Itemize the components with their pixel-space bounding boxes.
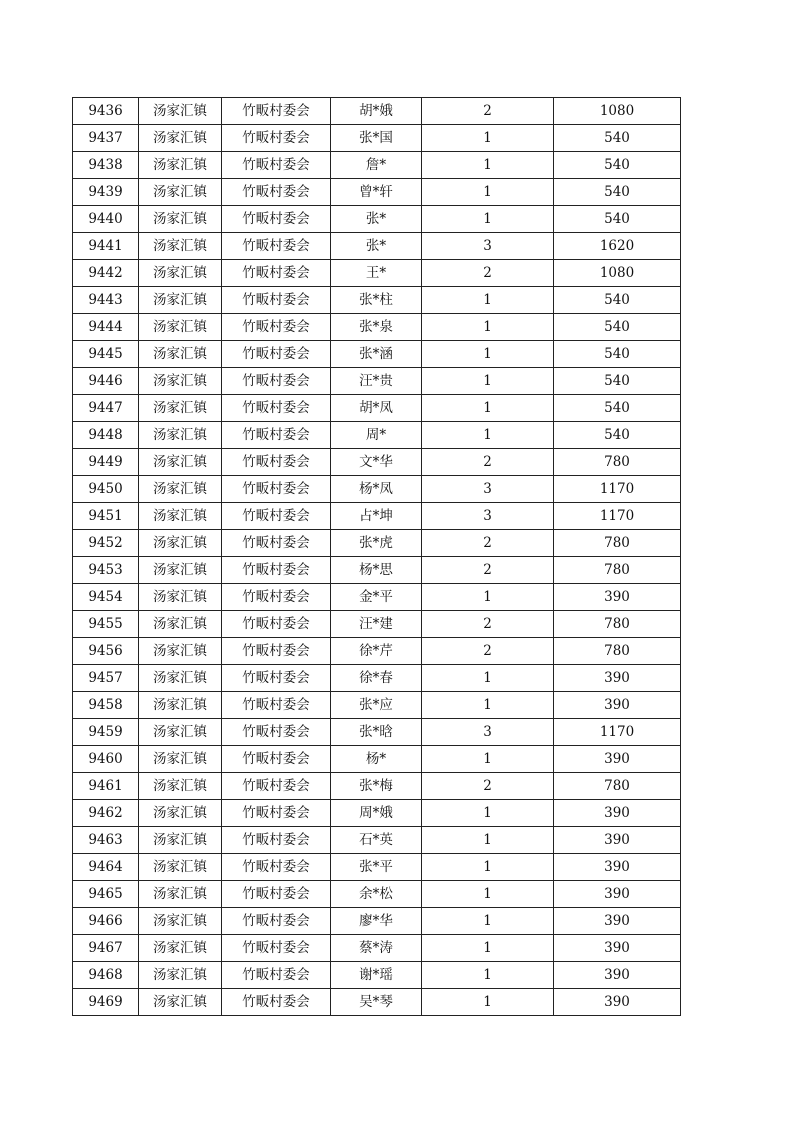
village-committee-cell: 竹畈村委会 xyxy=(222,746,331,773)
household-count-cell: 1 xyxy=(422,341,554,368)
household-count-cell: 2 xyxy=(422,638,554,665)
village-committee-cell: 竹畈村委会 xyxy=(222,260,331,287)
amount-cell: 390 xyxy=(554,746,681,773)
serial-number-cell: 9469 xyxy=(73,989,139,1016)
amount-cell: 540 xyxy=(554,314,681,341)
household-count-cell: 1 xyxy=(422,395,554,422)
amount-cell: 780 xyxy=(554,638,681,665)
person-name-cell: 胡*凤 xyxy=(331,395,422,422)
table-row xyxy=(73,665,681,692)
village-committee-cell: 竹畈村委会 xyxy=(222,530,331,557)
town-cell: 汤家汇镇 xyxy=(139,638,222,665)
town-cell: 汤家汇镇 xyxy=(139,206,222,233)
town-cell: 汤家汇镇 xyxy=(139,584,222,611)
serial-number-cell: 9459 xyxy=(73,719,139,746)
town-cell: 汤家汇镇 xyxy=(139,368,222,395)
village-committee-cell: 竹畈村委会 xyxy=(222,314,331,341)
person-name-cell: 张* xyxy=(331,233,422,260)
serial-number-cell: 9452 xyxy=(73,530,139,557)
household-count-cell: 1 xyxy=(422,287,554,314)
table-row xyxy=(73,476,681,503)
person-name-cell: 张*国 xyxy=(331,125,422,152)
amount-cell: 390 xyxy=(554,881,681,908)
town-cell: 汤家汇镇 xyxy=(139,989,222,1016)
amount-cell: 1080 xyxy=(554,98,681,125)
household-count-cell: 2 xyxy=(422,557,554,584)
household-count-cell: 1 xyxy=(422,692,554,719)
subsidy-roster-table xyxy=(72,97,681,1016)
household-count-cell: 1 xyxy=(422,800,554,827)
village-committee-cell: 竹畈村委会 xyxy=(222,719,331,746)
person-name-cell: 张*柱 xyxy=(331,287,422,314)
town-cell: 汤家汇镇 xyxy=(139,233,222,260)
household-count-cell: 1 xyxy=(422,179,554,206)
village-committee-cell: 竹畈村委会 xyxy=(222,935,331,962)
town-cell: 汤家汇镇 xyxy=(139,314,222,341)
amount-cell: 390 xyxy=(554,962,681,989)
village-committee-cell: 竹畈村委会 xyxy=(222,908,331,935)
amount-cell: 390 xyxy=(554,935,681,962)
person-name-cell: 张*平 xyxy=(331,854,422,881)
serial-number-cell: 9454 xyxy=(73,584,139,611)
amount-cell: 540 xyxy=(554,368,681,395)
village-committee-cell: 竹畈村委会 xyxy=(222,179,331,206)
village-committee-cell: 竹畈村委会 xyxy=(222,233,331,260)
amount-cell: 540 xyxy=(554,422,681,449)
amount-cell: 540 xyxy=(554,206,681,233)
village-committee-cell: 竹畈村委会 xyxy=(222,503,331,530)
town-cell: 汤家汇镇 xyxy=(139,422,222,449)
table-row xyxy=(73,962,681,989)
person-name-cell: 张* xyxy=(331,206,422,233)
village-committee-cell: 竹畈村委会 xyxy=(222,557,331,584)
person-name-cell: 金*平 xyxy=(331,584,422,611)
table-row xyxy=(73,530,681,557)
table-row xyxy=(73,233,681,260)
town-cell: 汤家汇镇 xyxy=(139,962,222,989)
town-cell: 汤家汇镇 xyxy=(139,260,222,287)
table-row xyxy=(73,422,681,449)
person-name-cell: 杨* xyxy=(331,746,422,773)
town-cell: 汤家汇镇 xyxy=(139,395,222,422)
village-committee-cell: 竹畈村委会 xyxy=(222,692,331,719)
serial-number-cell: 9440 xyxy=(73,206,139,233)
household-count-cell: 2 xyxy=(422,98,554,125)
household-count-cell: 3 xyxy=(422,233,554,260)
person-name-cell: 廖*华 xyxy=(331,908,422,935)
table-row xyxy=(73,557,681,584)
amount-cell: 390 xyxy=(554,665,681,692)
town-cell: 汤家汇镇 xyxy=(139,287,222,314)
table-row xyxy=(73,908,681,935)
person-name-cell: 张*晗 xyxy=(331,719,422,746)
village-committee-cell: 竹畈村委会 xyxy=(222,125,331,152)
serial-number-cell: 9443 xyxy=(73,287,139,314)
town-cell: 汤家汇镇 xyxy=(139,719,222,746)
village-committee-cell: 竹畈村委会 xyxy=(222,638,331,665)
household-count-cell: 3 xyxy=(422,503,554,530)
serial-number-cell: 9436 xyxy=(73,98,139,125)
table-row xyxy=(73,98,681,125)
village-committee-cell: 竹畈村委会 xyxy=(222,287,331,314)
serial-number-cell: 9446 xyxy=(73,368,139,395)
town-cell: 汤家汇镇 xyxy=(139,341,222,368)
person-name-cell: 余*松 xyxy=(331,881,422,908)
table-row xyxy=(73,881,681,908)
town-cell: 汤家汇镇 xyxy=(139,98,222,125)
person-name-cell: 汪*建 xyxy=(331,611,422,638)
household-count-cell: 1 xyxy=(422,584,554,611)
table-row xyxy=(73,719,681,746)
person-name-cell: 蔡*涛 xyxy=(331,935,422,962)
household-count-cell: 1 xyxy=(422,962,554,989)
amount-cell: 1170 xyxy=(554,503,681,530)
household-count-cell: 1 xyxy=(422,908,554,935)
village-committee-cell: 竹畈村委会 xyxy=(222,584,331,611)
table-row xyxy=(73,152,681,179)
household-count-cell: 1 xyxy=(422,125,554,152)
amount-cell: 390 xyxy=(554,989,681,1016)
town-cell: 汤家汇镇 xyxy=(139,557,222,584)
table-row xyxy=(73,692,681,719)
town-cell: 汤家汇镇 xyxy=(139,449,222,476)
serial-number-cell: 9465 xyxy=(73,881,139,908)
amount-cell: 1080 xyxy=(554,260,681,287)
amount-cell: 780 xyxy=(554,773,681,800)
table-row xyxy=(73,638,681,665)
person-name-cell: 张*虎 xyxy=(331,530,422,557)
village-committee-cell: 竹畈村委会 xyxy=(222,206,331,233)
village-committee-cell: 竹畈村委会 xyxy=(222,152,331,179)
person-name-cell: 张*泉 xyxy=(331,314,422,341)
amount-cell: 780 xyxy=(554,611,681,638)
household-count-cell: 1 xyxy=(422,854,554,881)
amount-cell: 390 xyxy=(554,692,681,719)
serial-number-cell: 9453 xyxy=(73,557,139,584)
town-cell: 汤家汇镇 xyxy=(139,773,222,800)
person-name-cell: 张*梅 xyxy=(331,773,422,800)
amount-cell: 780 xyxy=(554,530,681,557)
person-name-cell: 谢*瑶 xyxy=(331,962,422,989)
village-committee-cell: 竹畈村委会 xyxy=(222,773,331,800)
amount-cell: 390 xyxy=(554,800,681,827)
serial-number-cell: 9460 xyxy=(73,746,139,773)
amount-cell: 390 xyxy=(554,584,681,611)
town-cell: 汤家汇镇 xyxy=(139,611,222,638)
table-row xyxy=(73,368,681,395)
household-count-cell: 2 xyxy=(422,260,554,287)
serial-number-cell: 9444 xyxy=(73,314,139,341)
household-count-cell: 1 xyxy=(422,935,554,962)
serial-number-cell: 9437 xyxy=(73,125,139,152)
town-cell: 汤家汇镇 xyxy=(139,908,222,935)
table-row xyxy=(73,341,681,368)
household-count-cell: 1 xyxy=(422,368,554,395)
town-cell: 汤家汇镇 xyxy=(139,125,222,152)
person-name-cell: 徐*芹 xyxy=(331,638,422,665)
table-row xyxy=(73,260,681,287)
table-row xyxy=(73,314,681,341)
village-committee-cell: 竹畈村委会 xyxy=(222,989,331,1016)
person-name-cell: 汪*贵 xyxy=(331,368,422,395)
table-row xyxy=(73,827,681,854)
serial-number-cell: 9450 xyxy=(73,476,139,503)
village-committee-cell: 竹畈村委会 xyxy=(222,395,331,422)
household-count-cell: 1 xyxy=(422,665,554,692)
amount-cell: 540 xyxy=(554,179,681,206)
person-name-cell: 石*英 xyxy=(331,827,422,854)
table-row xyxy=(73,800,681,827)
person-name-cell: 张*应 xyxy=(331,692,422,719)
table-row xyxy=(73,395,681,422)
town-cell: 汤家汇镇 xyxy=(139,746,222,773)
serial-number-cell: 9441 xyxy=(73,233,139,260)
serial-number-cell: 9461 xyxy=(73,773,139,800)
household-count-cell: 2 xyxy=(422,530,554,557)
table-row xyxy=(73,179,681,206)
town-cell: 汤家汇镇 xyxy=(139,854,222,881)
serial-number-cell: 9467 xyxy=(73,935,139,962)
table-row xyxy=(73,854,681,881)
town-cell: 汤家汇镇 xyxy=(139,179,222,206)
town-cell: 汤家汇镇 xyxy=(139,692,222,719)
household-count-cell: 1 xyxy=(422,314,554,341)
person-name-cell: 占*坤 xyxy=(331,503,422,530)
village-committee-cell: 竹畈村委会 xyxy=(222,800,331,827)
village-committee-cell: 竹畈村委会 xyxy=(222,611,331,638)
town-cell: 汤家汇镇 xyxy=(139,935,222,962)
person-name-cell: 詹* xyxy=(331,152,422,179)
town-cell: 汤家汇镇 xyxy=(139,827,222,854)
serial-number-cell: 9447 xyxy=(73,395,139,422)
village-committee-cell: 竹畈村委会 xyxy=(222,827,331,854)
person-name-cell: 周* xyxy=(331,422,422,449)
amount-cell: 390 xyxy=(554,827,681,854)
person-name-cell: 文*华 xyxy=(331,449,422,476)
village-committee-cell: 竹畈村委会 xyxy=(222,665,331,692)
amount-cell: 390 xyxy=(554,854,681,881)
person-name-cell: 杨*思 xyxy=(331,557,422,584)
table-row xyxy=(73,449,681,476)
amount-cell: 540 xyxy=(554,125,681,152)
household-count-cell: 2 xyxy=(422,611,554,638)
serial-number-cell: 9445 xyxy=(73,341,139,368)
town-cell: 汤家汇镇 xyxy=(139,152,222,179)
person-name-cell: 曾*轩 xyxy=(331,179,422,206)
amount-cell: 1170 xyxy=(554,719,681,746)
household-count-cell: 1 xyxy=(422,152,554,179)
amount-cell: 780 xyxy=(554,449,681,476)
household-count-cell: 1 xyxy=(422,989,554,1016)
household-count-cell: 3 xyxy=(422,719,554,746)
table-row xyxy=(73,287,681,314)
person-name-cell: 吴*琴 xyxy=(331,989,422,1016)
table-row xyxy=(73,584,681,611)
amount-cell: 540 xyxy=(554,341,681,368)
table-row xyxy=(73,125,681,152)
household-count-cell: 3 xyxy=(422,476,554,503)
serial-number-cell: 9462 xyxy=(73,800,139,827)
person-name-cell: 徐*春 xyxy=(331,665,422,692)
household-count-cell: 1 xyxy=(422,746,554,773)
town-cell: 汤家汇镇 xyxy=(139,503,222,530)
table-row xyxy=(73,503,681,530)
person-name-cell: 杨*凤 xyxy=(331,476,422,503)
serial-number-cell: 9448 xyxy=(73,422,139,449)
village-committee-cell: 竹畈村委会 xyxy=(222,449,331,476)
amount-cell: 390 xyxy=(554,908,681,935)
serial-number-cell: 9463 xyxy=(73,827,139,854)
amount-cell: 1170 xyxy=(554,476,681,503)
serial-number-cell: 9464 xyxy=(73,854,139,881)
table-body xyxy=(73,98,681,1016)
table-row xyxy=(73,206,681,233)
household-count-cell: 1 xyxy=(422,422,554,449)
serial-number-cell: 9455 xyxy=(73,611,139,638)
serial-number-cell: 9466 xyxy=(73,908,139,935)
household-count-cell: 1 xyxy=(422,881,554,908)
serial-number-cell: 9439 xyxy=(73,179,139,206)
person-name-cell: 胡*娥 xyxy=(331,98,422,125)
household-count-cell: 1 xyxy=(422,827,554,854)
town-cell: 汤家汇镇 xyxy=(139,881,222,908)
town-cell: 汤家汇镇 xyxy=(139,800,222,827)
amount-cell: 780 xyxy=(554,557,681,584)
table-row xyxy=(73,773,681,800)
village-committee-cell: 竹畈村委会 xyxy=(222,476,331,503)
serial-number-cell: 9456 xyxy=(73,638,139,665)
serial-number-cell: 9457 xyxy=(73,665,139,692)
person-name-cell: 张*涵 xyxy=(331,341,422,368)
serial-number-cell: 9438 xyxy=(73,152,139,179)
amount-cell: 1620 xyxy=(554,233,681,260)
amount-cell: 540 xyxy=(554,152,681,179)
town-cell: 汤家汇镇 xyxy=(139,665,222,692)
village-committee-cell: 竹畈村委会 xyxy=(222,854,331,881)
serial-number-cell: 9451 xyxy=(73,503,139,530)
village-committee-cell: 竹畈村委会 xyxy=(222,422,331,449)
person-name-cell: 周*娥 xyxy=(331,800,422,827)
table-row xyxy=(73,746,681,773)
town-cell: 汤家汇镇 xyxy=(139,476,222,503)
serial-number-cell: 9468 xyxy=(73,962,139,989)
village-committee-cell: 竹畈村委会 xyxy=(222,368,331,395)
serial-number-cell: 9458 xyxy=(73,692,139,719)
table-row xyxy=(73,611,681,638)
town-cell: 汤家汇镇 xyxy=(139,530,222,557)
table-row xyxy=(73,989,681,1016)
table-row xyxy=(73,935,681,962)
household-count-cell: 2 xyxy=(422,449,554,476)
serial-number-cell: 9449 xyxy=(73,449,139,476)
person-name-cell: 王* xyxy=(331,260,422,287)
village-committee-cell: 竹畈村委会 xyxy=(222,341,331,368)
village-committee-cell: 竹畈村委会 xyxy=(222,881,331,908)
village-committee-cell: 竹畈村委会 xyxy=(222,98,331,125)
serial-number-cell: 9442 xyxy=(73,260,139,287)
amount-cell: 540 xyxy=(554,395,681,422)
village-committee-cell: 竹畈村委会 xyxy=(222,962,331,989)
household-count-cell: 2 xyxy=(422,773,554,800)
amount-cell: 540 xyxy=(554,287,681,314)
household-count-cell: 1 xyxy=(422,206,554,233)
